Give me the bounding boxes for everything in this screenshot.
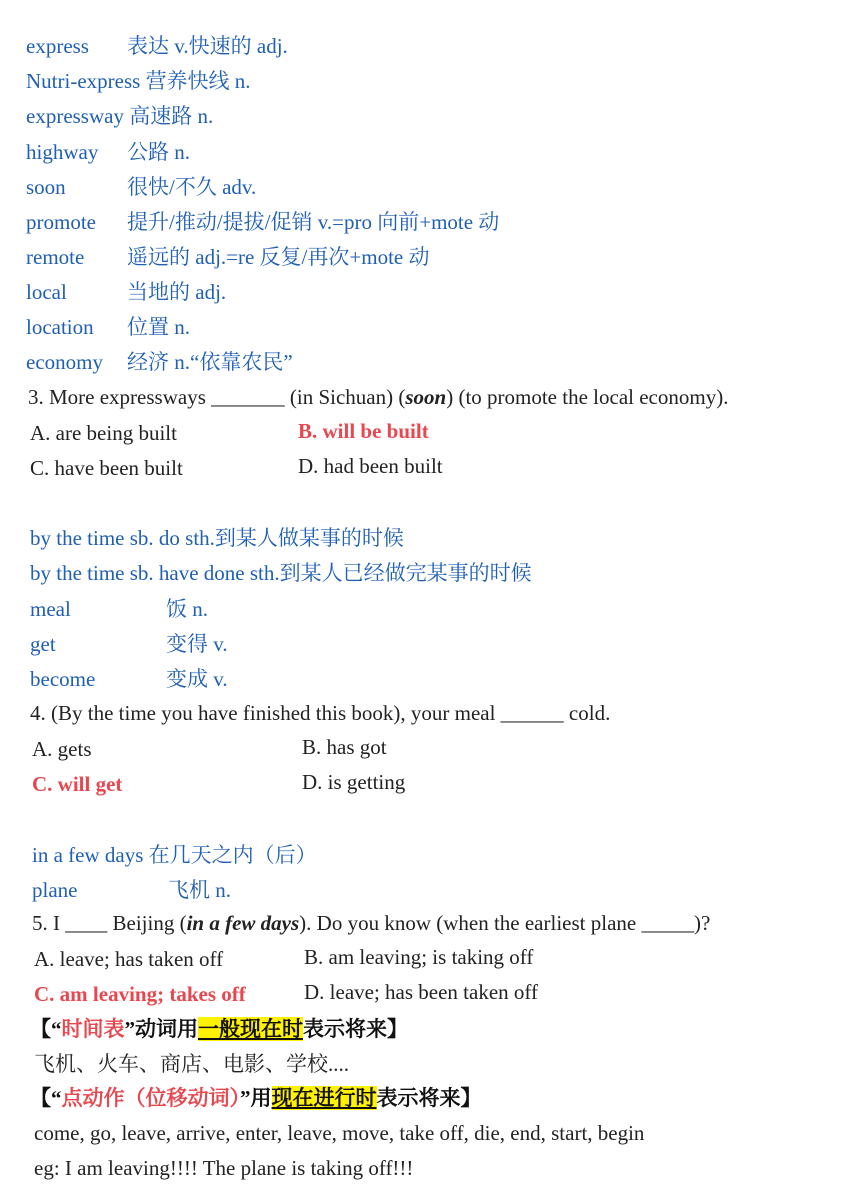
vocab-item (26, 68, 251, 94)
q5-option-d: D. leave; has been taken off (304, 980, 539, 1004)
vocab-meaning: 高速路 n. (129, 104, 214, 128)
q3-option-a: A. are being built (30, 421, 177, 445)
vocab-word: expressway (26, 104, 124, 128)
grammar-note-1: 【“时间表”动词用一般现在时表示将来】 (30, 1017, 408, 1041)
vocab-meaning: 当地的 adj. (127, 280, 227, 304)
q4-option-c-answer: C. will get (32, 772, 123, 796)
grammar-note-1-examples: 飞机、火车、商店、电影、学校.... (34, 1052, 349, 1076)
vocab-item (26, 174, 257, 200)
vocab-item: in a few days 在几天之内（后） (32, 843, 317, 867)
q3-option-b-answer: B. will be built (298, 419, 429, 443)
vocab-word: remote (26, 245, 85, 269)
vocab-item (26, 279, 227, 305)
vocab-word: location (26, 315, 94, 339)
q4-option-b: B. has got (302, 735, 387, 759)
vocab-meaning: 经济 n.“依靠农民” (127, 350, 293, 374)
vocab-item (26, 139, 190, 165)
vocab-word: local (26, 280, 67, 304)
question-5-stem: 5. I ____ Beijing (in a few days). Do you know (when the earliest plane _____)? (32, 911, 711, 935)
q5-option-c-answer: C. am leaving; takes off (34, 982, 246, 1006)
vocab-item (26, 209, 500, 235)
vocab-item (26, 244, 430, 270)
q5-option-a: A. leave; has taken off (34, 947, 224, 971)
vocab-meaning: 提升/推动/提拔/促销 v.=pro 向前+mote 动 (127, 210, 500, 234)
q4-option-d: D. is getting (302, 770, 406, 794)
q3-option-c: C. have been built (30, 456, 183, 480)
vocab-word: express (26, 34, 89, 58)
vocab-meaning: 位置 n. (127, 315, 190, 339)
vocab-meaning: 表达 v.快速的 adj. (127, 34, 288, 58)
vocab-item: meal 饭 n. (30, 597, 208, 621)
vocab-word: soon (26, 175, 66, 199)
vocab-word: promote (26, 210, 96, 234)
vocab-item: get 变得 v. (30, 632, 228, 656)
vocab-word: highway (26, 140, 99, 164)
q4-option-a: A. gets (32, 737, 92, 761)
question-4-stem: 4. (By the time you have finished this book), your meal ______ cold. (30, 701, 611, 725)
q5-option-b: B. am leaving; is taking off (304, 945, 534, 969)
vocab-item (26, 103, 213, 129)
vocab-item: plane 飞机 n. (32, 878, 231, 902)
vocab-meaning: 遥远的 adj.=re 反复/再次+mote 动 (127, 245, 430, 269)
grammar-note-2-examples: come, go, leave, arrive, enter, leave, move, take off, die, end, start, begin (34, 1121, 645, 1145)
vocab-item: by the time sb. have done sth.到某人已经做完某事的时候 (30, 561, 532, 585)
vocab-meaning: 很快/不久 adv. (127, 175, 257, 199)
vocab-meaning: 公路 n. (127, 140, 190, 164)
vocab-word: Nutri-express (26, 69, 141, 93)
vocab-meaning: 营养快线 n. (145, 69, 251, 93)
vocab-item: by the time sb. do sth.到某人做某事的时候 (30, 526, 404, 550)
grammar-note-2-eg: eg: I am leaving!!!! The plane is taking off!!! (34, 1156, 414, 1180)
vocab-item (26, 33, 288, 59)
question-3-stem: 3. More expressways _______ (in Sichuan) (soon) (to promote the local economy). (28, 385, 729, 409)
grammar-note-2: 【“点动作（位移动词）”用现在进行时表示将来】 (30, 1086, 482, 1110)
q3-option-d: D. had been built (298, 454, 443, 478)
vocab-item (26, 314, 190, 340)
vocab-item: become 变成 v. (30, 667, 228, 691)
vocab-item (26, 349, 293, 375)
vocab-word: economy (26, 350, 103, 374)
